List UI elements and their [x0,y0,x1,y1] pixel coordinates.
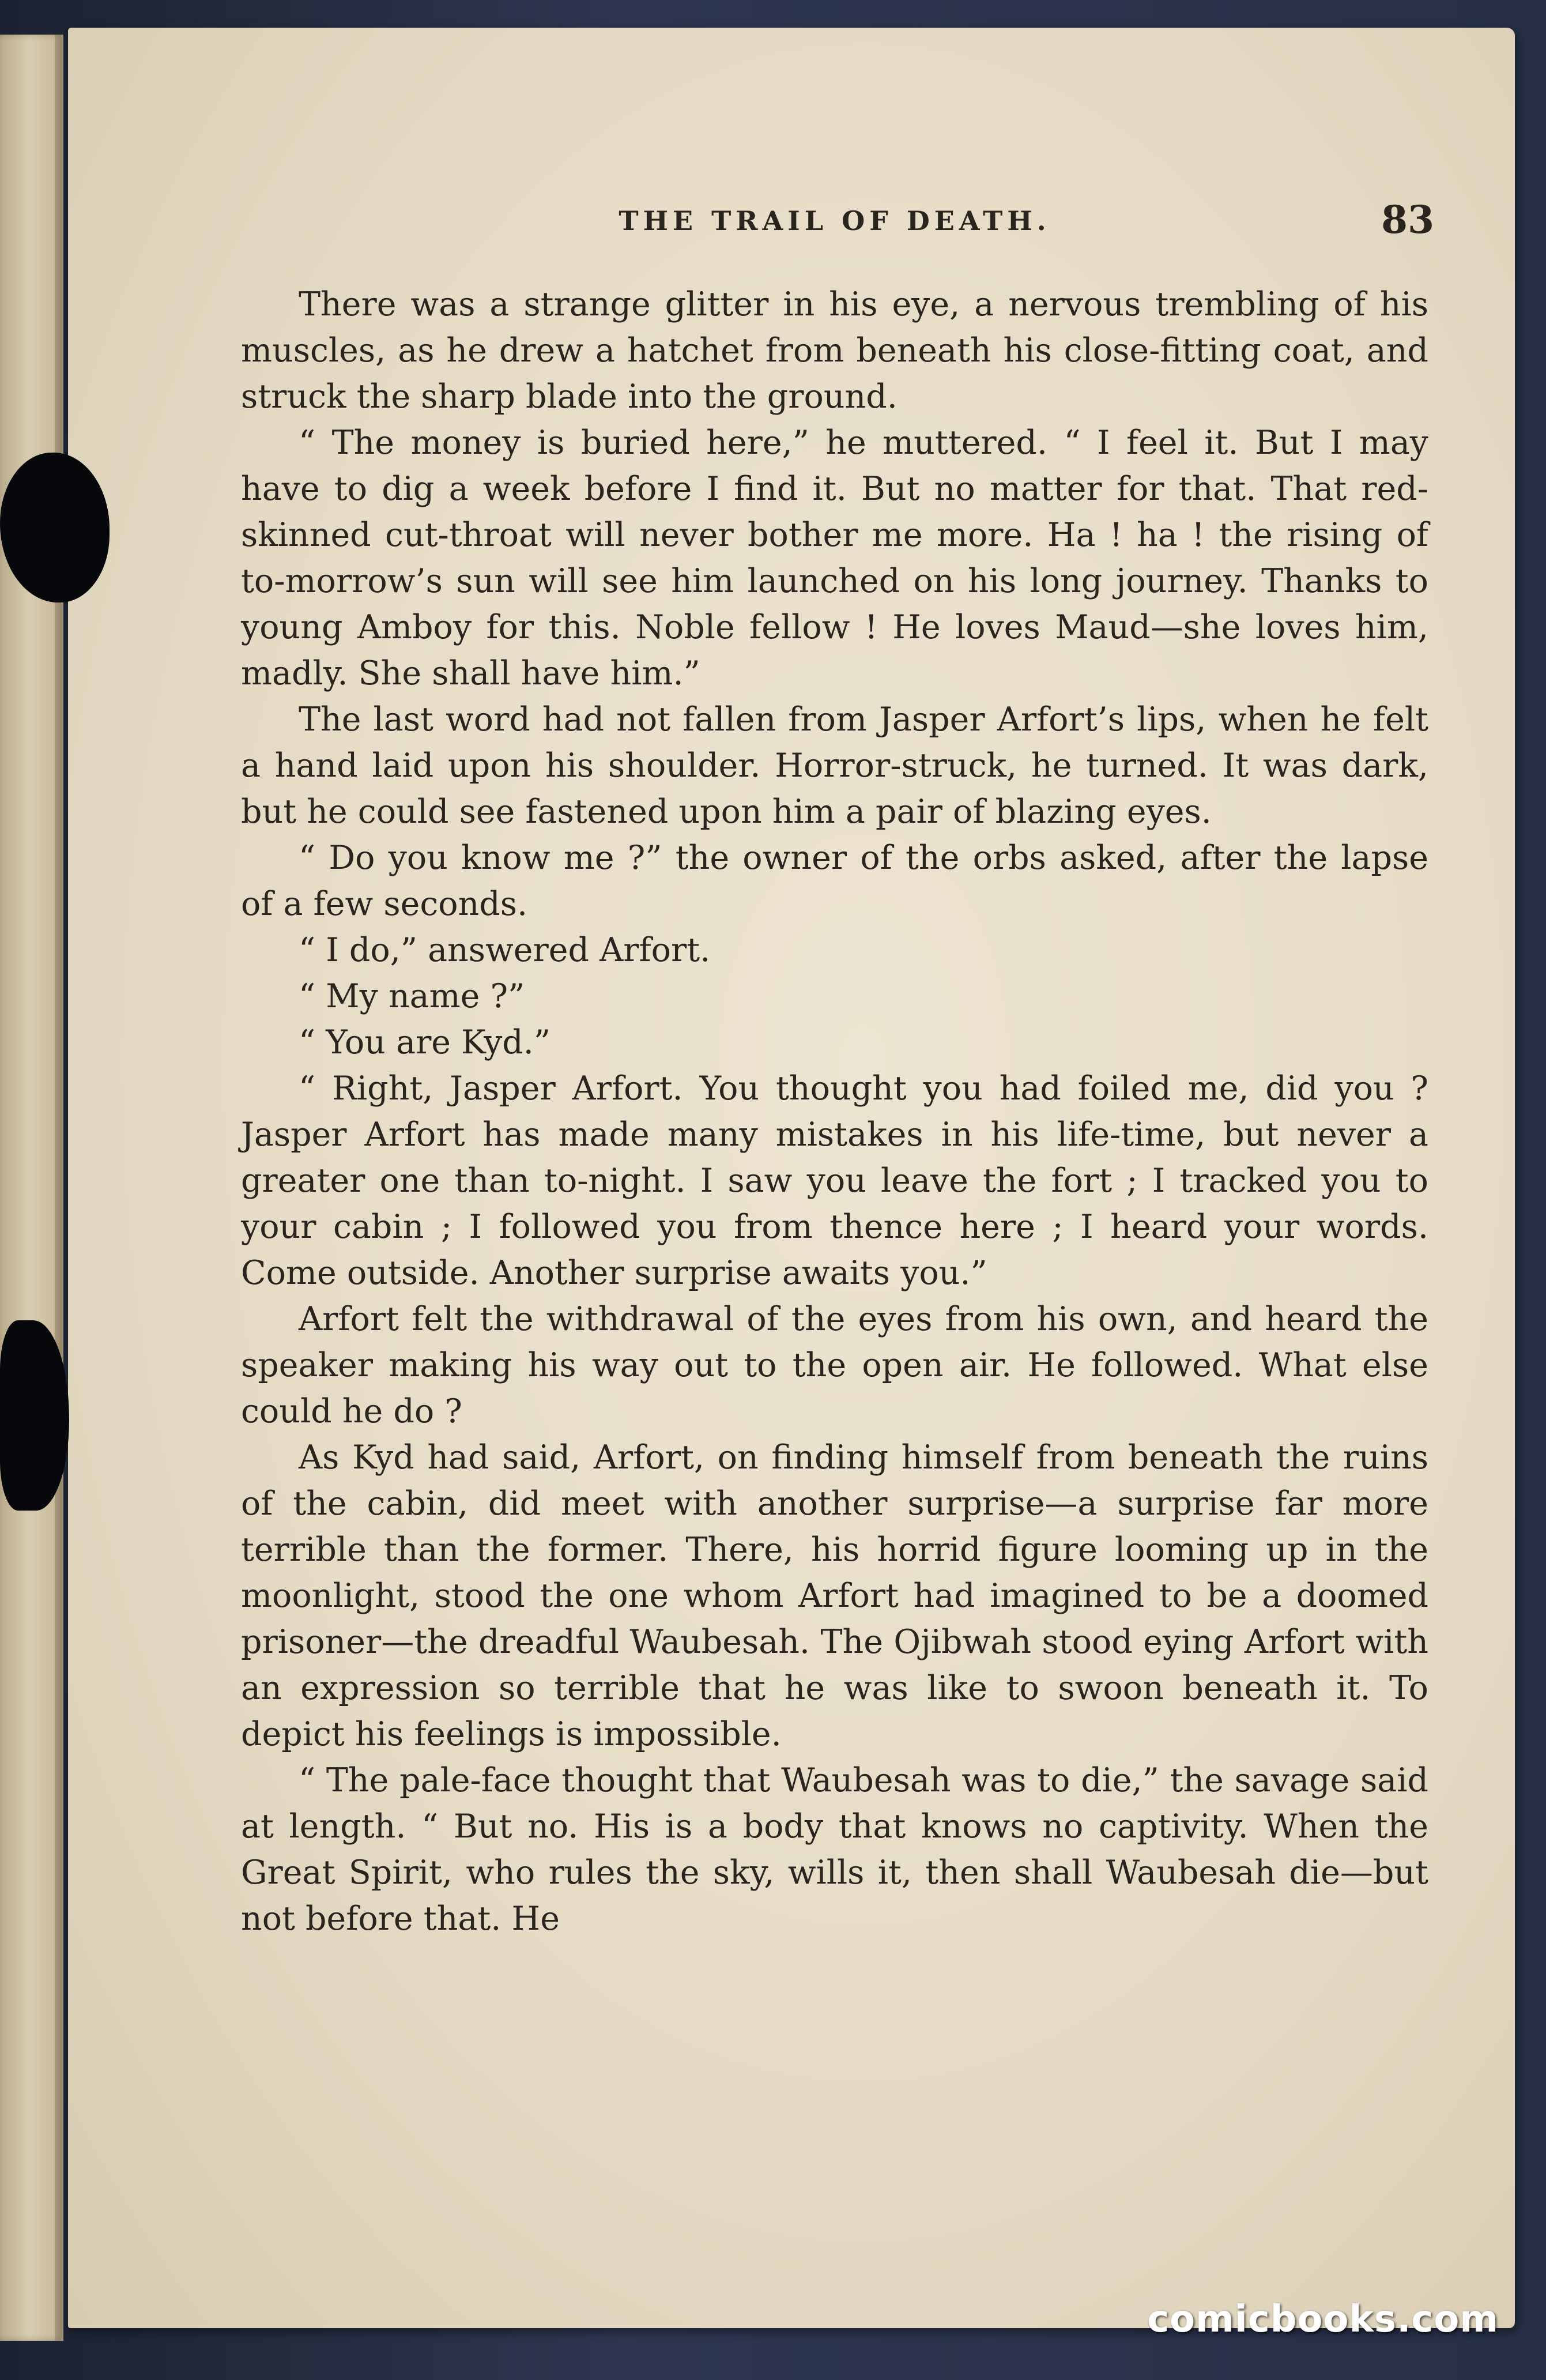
site-watermark: comicbooks.com [1147,2298,1499,2341]
paragraph: “ I do,” answered Arfort. [299,931,711,969]
paragraph: There was a strange glitter in his eye, a nervous trembling of his muscles, as he drew a hatchet from beneath his close-fitting coat, and struck the sharp blade into the ground. [241,285,1428,416]
body-text [241,281,1428,1942]
paragraph: The last word had not fallen from Jasper Arfort’s lips, when he felt a hand laid upon his shoulder. Horror-struck, he turned. It was dark, but he could see fastened upon him a pair of blazing eyes. [241,701,1428,831]
paragraph: “ My name ?” [299,977,525,1015]
page-content [241,178,1434,1942]
running-title: THE TRAIL OF DEATH. [619,205,1051,236]
page-number: 83 [1381,197,1434,242]
binding-fold [55,35,62,2341]
paragraph: “ Do you know me ?” the owner of the orbs asked, after the lapse of a few seconds. [241,839,1428,923]
book-binding-edge [0,35,63,2341]
running-header [241,178,1434,247]
paragraph: Arfort felt the withdrawal of the eyes from his own, and heard the speaker making his way out to the open air. He followed. What else could he do ? [241,1300,1428,1430]
paragraph: “ Right, Jasper Arfort. You thought you had foiled me, did you ? Jasper Arfort has made many mistakes in his life-time, but never a greater one than to-night. I saw you leave the fort ; I tracked you to your cabin ; I followed you from thence here ; I heard your words. Come outside. Another surprise awaits you.” [241,1070,1428,1292]
paragraph: As Kyd had said, Arfort, on finding himself from beneath the ruins of the cabin, did meet with another surprise—a surprise far more terrible than the former. There, his horrid figure looming up in the moonlight, stood the one whom Arfort had imagined to be a doomed prisoner—the dreadful Waubesah. The Ojibwah stood eying Arfort with an expression so terrible that he was like to swoon beneath it. To depict his feelings is impossible. [241,1438,1428,1753]
book-page [68,28,1515,2328]
paragraph: “ You are Kyd.” [299,1023,551,1061]
paragraph: “ The money is buried here,” he muttered. “ I feel it. But I may have to dig a week before I find it. But no matter for that. That red-skinned cut-throat will never bother me more. Ha ! ha ! the rising of to-morrow’s sun will see him launched on his long journey. Thanks to young Amboy for this. Noble fellow ! He loves Maud—she loves him, madly. She shall have him.” [241,424,1428,692]
paragraph: “ The pale-face thought that Waubesah was to die,” the savage said at length. “ But no. His is a body that knows no captivity. When the Great Spirit, who rules the sky, wills it, then shall Waubesah die—but not before that. He [241,1761,1428,1938]
